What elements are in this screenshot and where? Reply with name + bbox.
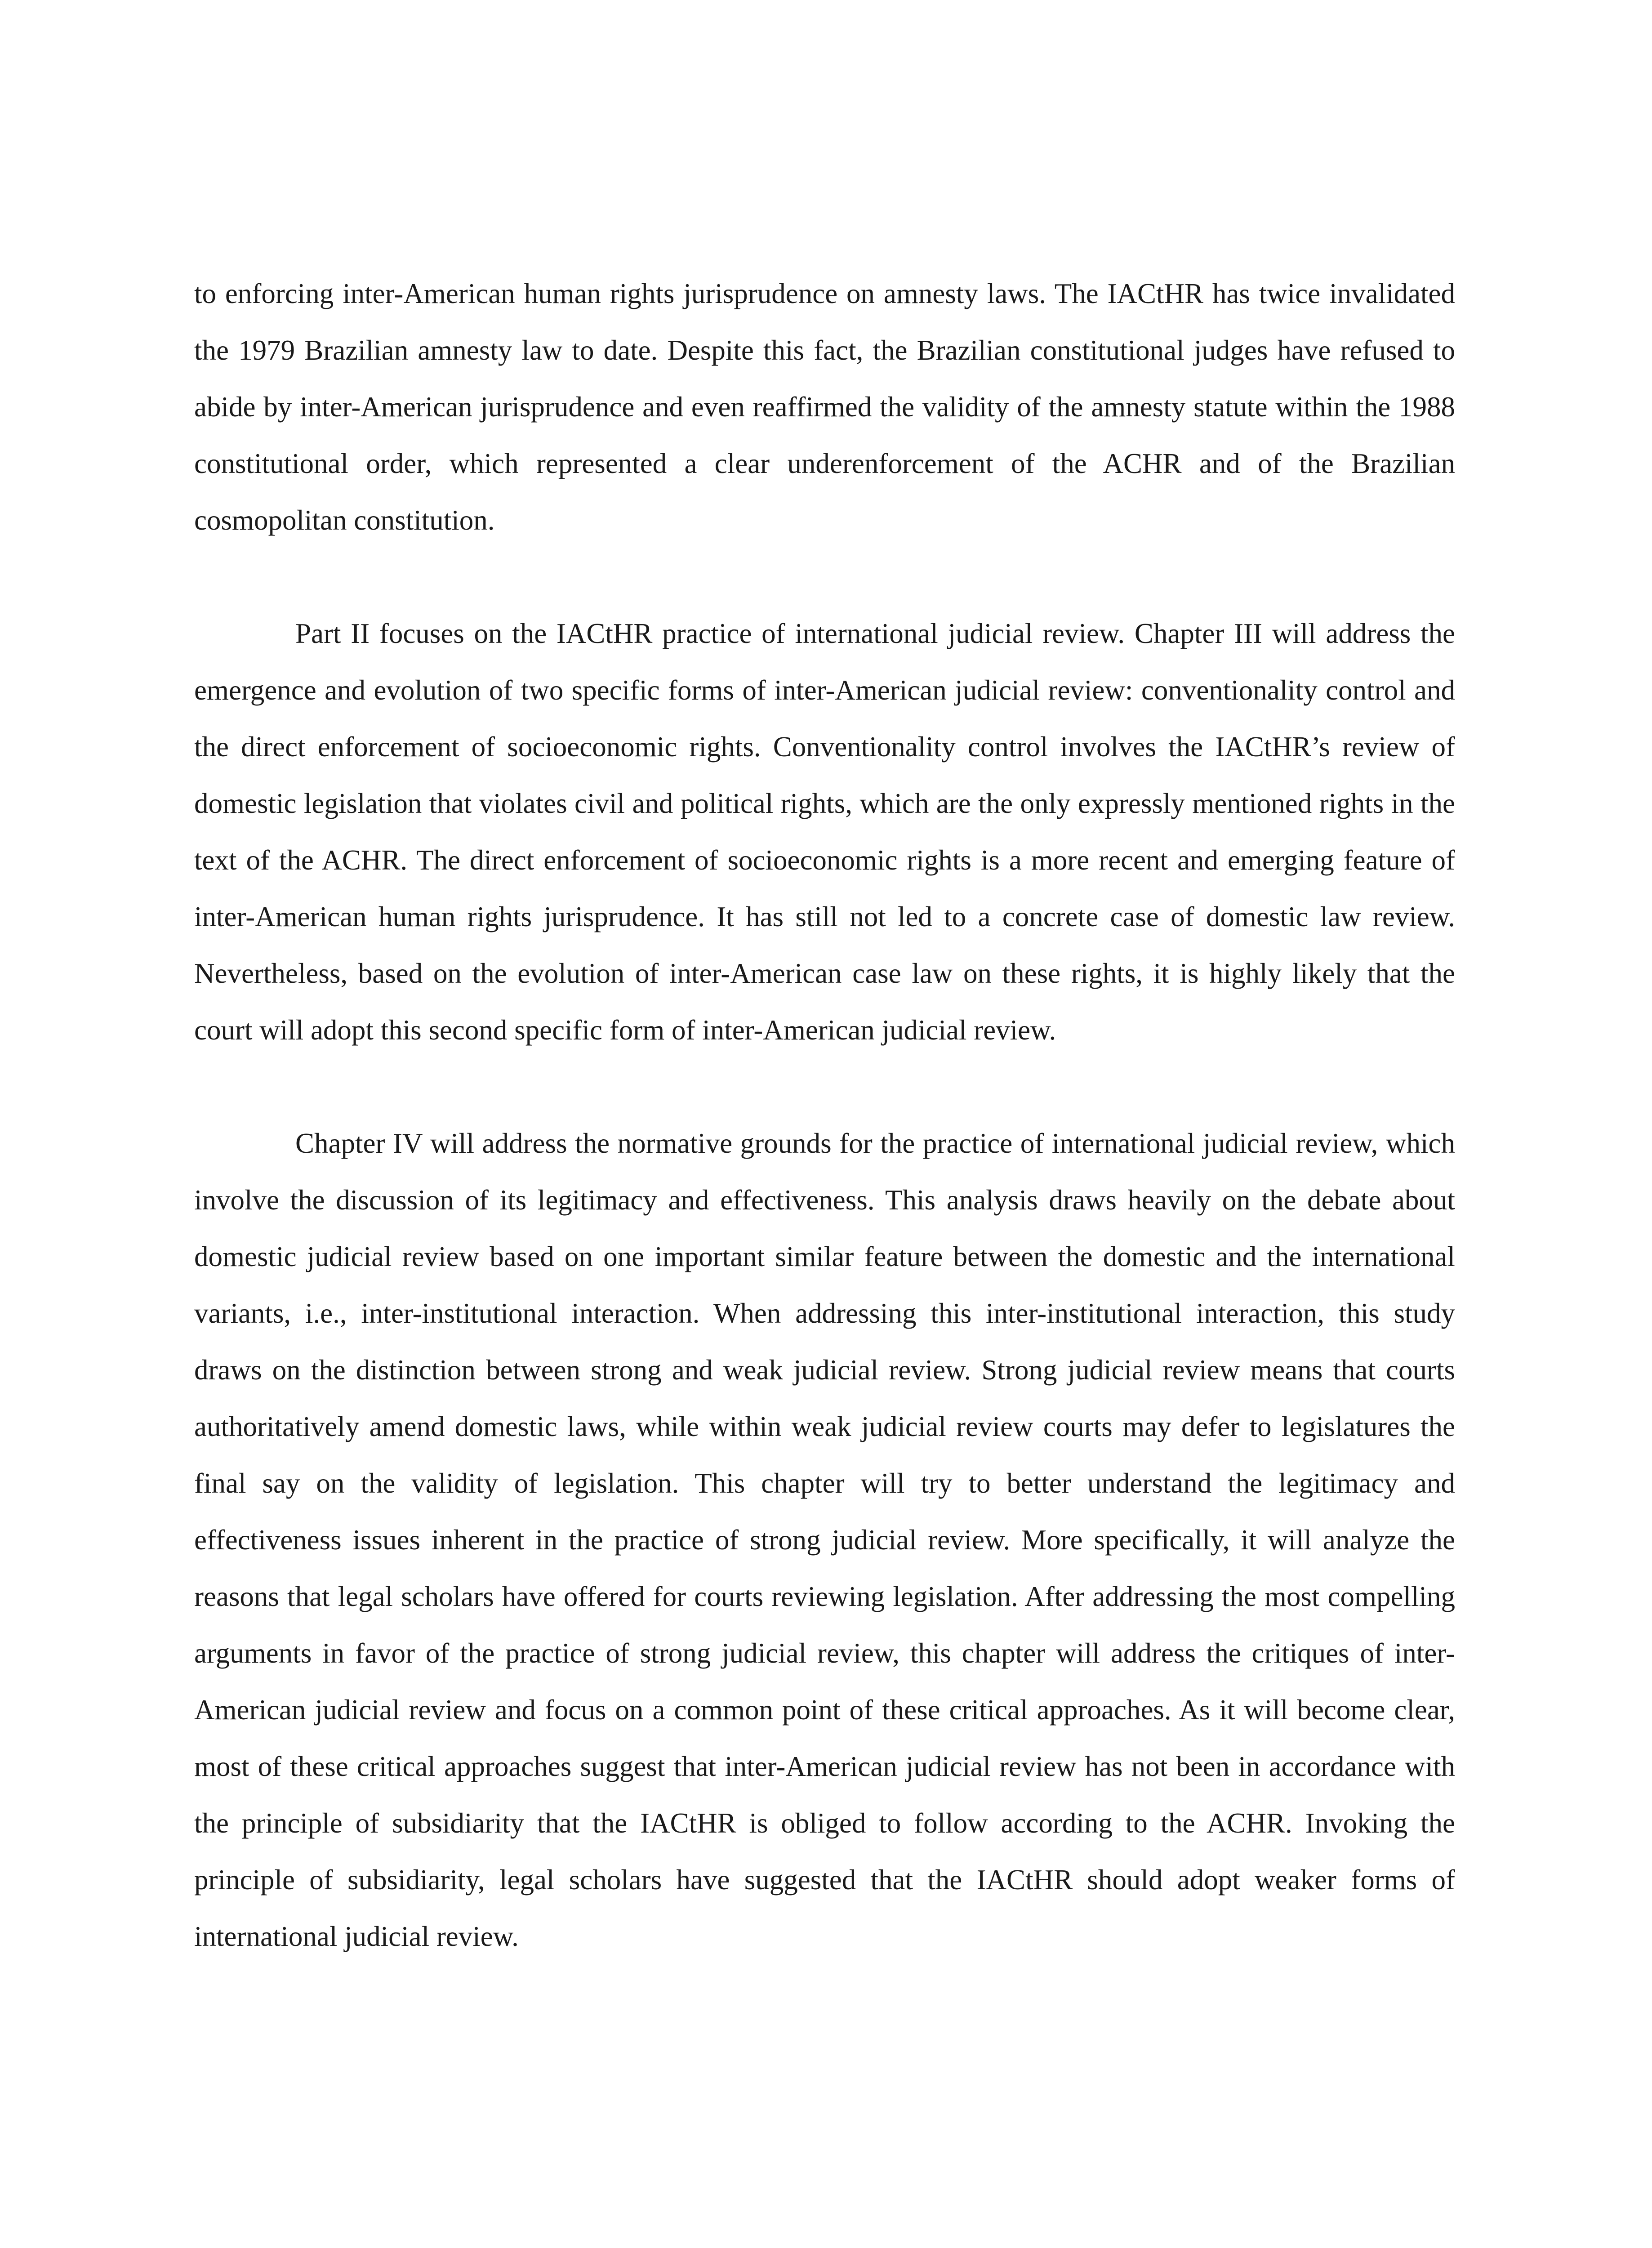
paragraph-continuation-amnesty: to enforcing inter-American human rights jurisprudence on amnesty laws. The IACtHR has twice invalidated the 1979 Brazilian amnesty law to date. Despite this fact, the Brazilian constitutional judges have refused to abide by inter-American jurisprudence and even reaffirmed the validity of the amnesty statute within the 1988 constitutional order, which represented a clear underenforcement of the ACHR and of the Brazilian cosmopolitan constitution.: [194, 278, 1455, 536]
body-text: [194, 265, 1455, 1965]
paragraph-chapter-iv: Chapter IV will address the normative grounds for the practice of international judicial review, which involve the discussion of its legitimacy and effectiveness. This analysis draws heavily on the debate about domestic judicial review based on one important similar feature between the domestic and the international variants, i.e., inter-institutional interaction. When addressing this inter-institutional interaction, this study draws on the distinction between strong and weak judicial review. Strong judicial review means that courts authoritatively amend domestic laws, while within weak judicial review courts may defer to legislatures the final say on the validity of legislation. This chapter will try to better understand the legitimacy and effectiveness issues inherent in the practice of strong judicial review. More specifically, it will analyze the reasons that legal scholars have offered for courts reviewing legislation. After addressing the most compelling arguments in favor of the practice of strong judicial review, this chapter will address the critiques of inter-American judicial review and focus on a common point of these critical approaches. As it will become clear, most of these critical approaches suggest that inter-American judicial review has not been in accordance with the principle of subsidiarity that the IACtHR is obliged to follow according to the ACHR. Invoking the principle of subsidiarity, legal scholars have suggested that the IACtHR should adopt weaker forms of international judicial review.: [194, 1128, 1455, 1952]
paragraph-part-ii: Part II focuses on the IACtHR practice of international judicial review. Chapter III will address the emergence and evolution of two specific forms of inter-American judicial review: conventionality control and the direct enforcement of socioeconomic rights. Conventionality control involves the IACtHR’s review of domestic legislation that violates civil and political rights, which are the only expressly mentioned rights in the text of the ACHR. The direct enforcement of socioeconomic rights is a more recent and emerging feature of inter-American human rights jurisprudence. It has still not led to a concrete case of domestic law review. Nevertheless, based on the evolution of inter-American case law on these rights, it is highly likely that the court will adopt this second specific form of inter-American judicial review.: [194, 618, 1455, 1046]
